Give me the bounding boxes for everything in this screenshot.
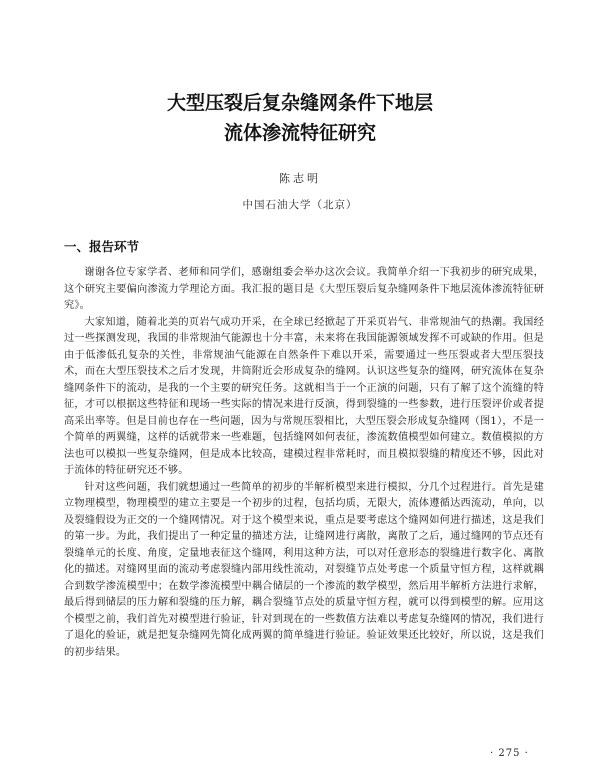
- page-number: · 275 ·: [490, 748, 529, 759]
- paper-title: [0, 88, 600, 148]
- paragraph-3: 针对这些问题，我们就想通过一些简单的初步的半解析模型来进行模拟，分几个过程进行。首先是建立物理模型，物理模型的建立主要是一个初步的过程，包括均质，无限大，流体遵循达西流动，单向，以及裂缝假设为正交的一个缝网情况。对于这个模型来说，重点是要考虑这个缝网如何进行描述，这是我们的第一步。为此，我们提出了一种定量的描述方法，让缝网进行离散，离散了之后，通过缝网的节点还有裂缝单元的长度、角度，定量地表征这个缝网，利用这种方法，可以对任意形态的裂缝进行数字化、离散化的描述。对缝网里面的流动考虑裂缝内部用线性流动，对裂缝节点处考虑一个质量守恒方程，这样就耦合到数学渗流模型中；在数学渗流模型中耦合储层的一个渗流的数学模型，然后用半解析方法进行求解，最后得到储层的压力解和裂缝的压力解，耦合裂缝节点处的质量守恒方程，就可以得到模型的解。应用这个模型之前，我们首先对模型进行验证，针对到现在的一些数值方法难以考虑复杂缝网的情况，我们进行了退化的验证，就是把复杂缝网先简化成两翼的简单缝进行验证。验证效果还比较好，所以说，这是我们的初步结果。: [64, 481, 544, 658]
- author-affiliation: 中国石油大学（北京）: [242, 199, 358, 211]
- section-heading: 一、报告环节: [64, 239, 140, 254]
- body-text: [64, 265, 544, 661]
- paragraph-1: 谢谢各位专家学者、老师和同学们，感谢组委会举办这次会议。我简单介绍一下我初步的研究成果，这个研究主要偏向渗流力学理论方面。我汇报的题目是《大型压裂后复杂缝网条件下地层流体渗流特征研究》。: [64, 267, 544, 311]
- paragraph-2: 大家知道，随着北美的页岩气成功开采，在全球已经掀起了开采页岩气、非常规油气的热潮。我国经过一些探测发现，我国的非常规油气能源也十分丰富，未来将在我国能源领域发挥不可或缺的作用。但是由于低渗低孔复杂的关性，非常规油气能源在自然条件下难以开采，需要通过一些压裂或者大型压裂技术，而在大型压裂技术之后才发现，井筒附近会形成复杂的缝网。认识这些复杂的缝网，研究流体在复杂缝网条件下的流动，是我的一个主要的研究任务。这就相当于一个正演的问题，只有了解了这个流缝的特征，才可以根据这些特征和现场一些实际的情况来进行反演，得到裂缝的一些参数，进行压裂评价或者提高采出率等。但是目前也存在一些问题，因为与常规压裂相比，大型压裂会形成复杂缝网（图1），不是一个简单的两翼缝，这样的话就带来一些难题，包括缝网如何表征，渗流数值模型如何建立。数值模拟的方法也可以模拟一些复杂缝网，但是成本比较高，建模过程非常耗时，而且模拟裂缝的精度还不够，因此对于流体的特征研究还不够。: [64, 316, 544, 476]
- title-line-2: 流体渗流特征研究: [223, 122, 376, 144]
- author-name: 陈志明: [279, 172, 321, 185]
- title-line-1: 大型压裂后复杂缝网条件下地层: [166, 92, 433, 114]
